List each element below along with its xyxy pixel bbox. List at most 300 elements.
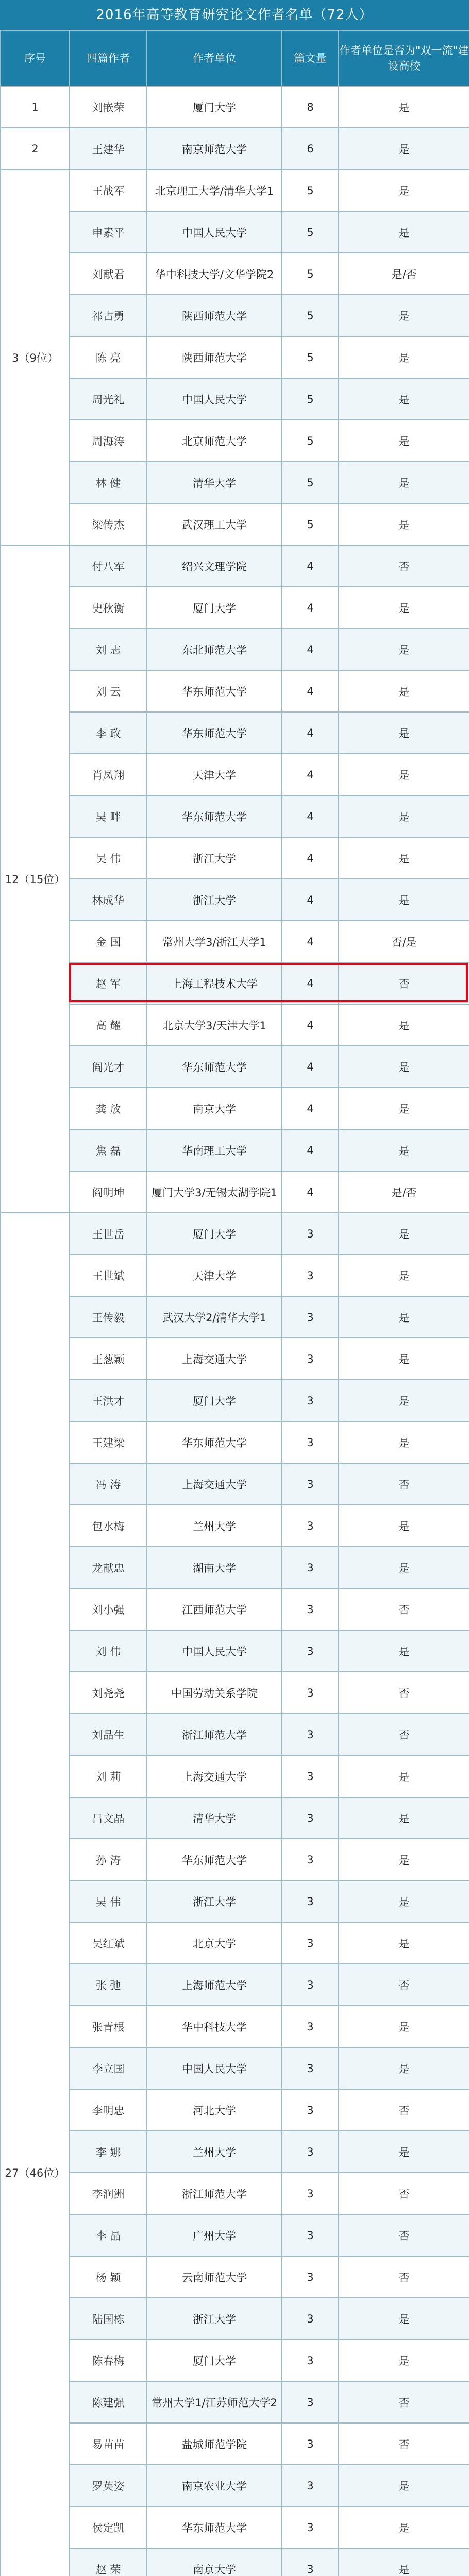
paper-count-cell: 4	[282, 545, 339, 587]
table-row	[1, 86, 469, 128]
table-row	[1, 670, 469, 712]
author-name-cell: 刘晶生	[70, 1714, 147, 1755]
header-flag: 作者单位是否为"双一流"建设高校	[339, 30, 469, 86]
double-first-class-cell: 是	[339, 295, 469, 336]
author-unit-cell: 南京大学	[147, 1088, 282, 1129]
paper-count-cell: 4	[282, 921, 339, 962]
author-unit-cell: 云南师范大学	[147, 2256, 282, 2298]
author-name-cell: 孙 涛	[70, 1839, 147, 1880]
author-unit-cell: 北京大学	[147, 1922, 282, 1964]
paper-count-cell: 3	[282, 2423, 339, 2465]
author-unit-cell: 清华大学	[147, 1797, 282, 1839]
double-first-class-cell: 是	[339, 795, 469, 837]
double-first-class-cell: 是	[339, 2047, 469, 2089]
paper-count-cell: 5	[282, 503, 339, 545]
table-row	[1, 2006, 469, 2047]
double-first-class-cell: 是	[339, 1547, 469, 1588]
group-index-cell: 1	[1, 86, 70, 128]
table-row	[1, 1964, 469, 2006]
author-unit-cell: 北京师范大学	[147, 420, 282, 462]
author-unit-cell: 中国人民大学	[147, 2047, 282, 2089]
author-name-cell: 申素平	[70, 211, 147, 253]
author-name-cell: 赵 军	[70, 962, 147, 1004]
author-name-cell: 焦 磊	[70, 1129, 147, 1171]
paper-count-cell: 3	[282, 1338, 339, 1380]
paper-count-cell: 8	[282, 86, 339, 128]
double-first-class-cell: 是	[339, 1296, 469, 1338]
author-name-cell: 付八军	[70, 545, 147, 587]
author-unit-cell: 绍兴文理学院	[147, 545, 282, 587]
table-row	[1, 2047, 469, 2089]
double-first-class-cell: 否	[339, 2214, 469, 2256]
author-name-cell: 金 国	[70, 921, 147, 962]
double-first-class-cell: 是	[339, 211, 469, 253]
table-row	[1, 1755, 469, 1797]
double-first-class-cell: 是	[339, 712, 469, 754]
author-name-cell: 赵 荣	[70, 2548, 147, 2576]
table-row	[1, 1839, 469, 1880]
table-row	[1, 1797, 469, 1839]
paper-count-cell: 3	[282, 1922, 339, 1964]
author-unit-cell: 江西师范大学	[147, 1588, 282, 1630]
double-first-class-cell: 是	[339, 670, 469, 712]
author-name-cell: 冯 涛	[70, 1463, 147, 1505]
table-row	[1, 2089, 469, 2131]
paper-count-cell: 5	[282, 170, 339, 211]
author-unit-cell: 武汉理工大学	[147, 503, 282, 545]
table-row	[1, 1255, 469, 1296]
double-first-class-cell: 否	[339, 1714, 469, 1755]
author-name-cell: 王洪才	[70, 1380, 147, 1421]
paper-count-cell: 4	[282, 962, 339, 1004]
author-unit-cell: 华东师范大学	[147, 1839, 282, 1880]
double-first-class-cell: 是	[339, 2006, 469, 2047]
table-row	[1, 2548, 469, 2576]
table-row	[1, 462, 469, 503]
double-first-class-cell: 否	[339, 1964, 469, 2006]
paper-count-cell: 6	[282, 128, 339, 170]
author-name-cell: 吴红斌	[70, 1922, 147, 1964]
author-name-cell: 李 政	[70, 712, 147, 754]
author-unit-cell: 厦门大学	[147, 2340, 282, 2381]
author-unit-cell: 广州大学	[147, 2214, 282, 2256]
double-first-class-cell: 否	[339, 2089, 469, 2131]
group-index-cell: 2	[1, 128, 70, 170]
table-row	[1, 295, 469, 336]
double-first-class-cell: 是	[339, 1213, 469, 1255]
double-first-class-cell: 是	[339, 86, 469, 128]
author-name-cell: 刘献君	[70, 253, 147, 295]
table-header-row	[1, 30, 469, 86]
header-index: 序号	[1, 30, 70, 86]
paper-count-cell: 3	[282, 1839, 339, 1880]
paper-count-cell: 3	[282, 2506, 339, 2548]
author-name-cell: 吴 畔	[70, 795, 147, 837]
author-name-cell: 李明忠	[70, 2089, 147, 2131]
double-first-class-cell: 是	[339, 378, 469, 420]
author-unit-cell: 华中科技大学/文华学院2	[147, 253, 282, 295]
author-name-cell: 刘 志	[70, 629, 147, 670]
author-name-cell: 侯定凯	[70, 2506, 147, 2548]
author-name-cell: 陆国栋	[70, 2298, 147, 2340]
author-unit-cell: 中国人民大学	[147, 211, 282, 253]
author-unit-cell: 华东师范大学	[147, 712, 282, 754]
author-name-cell: 阎光才	[70, 1046, 147, 1088]
author-name-cell: 王战军	[70, 170, 147, 211]
author-unit-cell: 天津大学	[147, 754, 282, 795]
paper-count-cell: 3	[282, 1213, 339, 1255]
paper-count-cell: 3	[282, 1547, 339, 1588]
author-unit-cell: 南京大学	[147, 2548, 282, 2576]
author-name-cell: 林成华	[70, 879, 147, 921]
author-unit-cell: 清华大学	[147, 462, 282, 503]
double-first-class-cell: 否	[339, 1463, 469, 1505]
author-name-cell: 刘 伟	[70, 1630, 147, 1672]
paper-count-cell: 4	[282, 795, 339, 837]
paper-count-cell: 3	[282, 1296, 339, 1338]
author-unit-cell: 上海工程技术大学	[147, 962, 282, 1004]
author-name-cell: 刘尧尧	[70, 1672, 147, 1714]
author-name-cell: 易苗苗	[70, 2423, 147, 2465]
author-unit-cell: 天津大学	[147, 1255, 282, 1296]
table-row	[1, 2423, 469, 2465]
author-name-cell: 史秋衡	[70, 587, 147, 629]
table-row	[1, 2465, 469, 2506]
header-count: 篇文量	[282, 30, 339, 86]
table-row	[1, 1547, 469, 1588]
author-name-cell: 陈建强	[70, 2381, 147, 2423]
paper-count-cell: 3	[282, 1672, 339, 1714]
author-name-cell: 王传毅	[70, 1296, 147, 1338]
double-first-class-cell: 是	[339, 1755, 469, 1797]
paper-count-cell: 3	[282, 1880, 339, 1922]
double-first-class-cell: 是/否	[339, 1171, 469, 1213]
author-name-cell: 吴 伟	[70, 1880, 147, 1922]
author-unit-cell: 厦门大学	[147, 1213, 282, 1255]
author-name-cell: 龚 放	[70, 1088, 147, 1129]
author-name-cell: 吕文晶	[70, 1797, 147, 1839]
author-unit-cell: 浙江大学	[147, 837, 282, 879]
author-unit-cell: 北京理工大学/清华大学1	[147, 170, 282, 211]
double-first-class-cell: 是	[339, 462, 469, 503]
table-row	[1, 795, 469, 837]
double-first-class-cell: 是	[339, 2131, 469, 2173]
paper-count-cell: 3	[282, 1588, 339, 1630]
author-name-cell: 刘嵌荣	[70, 86, 147, 128]
double-first-class-cell: 是	[339, 1380, 469, 1421]
double-first-class-cell: 是	[339, 1505, 469, 1547]
author-unit-cell: 华东师范大学	[147, 1046, 282, 1088]
author-name-cell: 王世岳	[70, 1213, 147, 1255]
author-unit-cell: 常州大学1/江苏师范大学2	[147, 2381, 282, 2423]
author-name-cell: 周光礼	[70, 378, 147, 420]
table-row	[1, 962, 469, 1004]
author-unit-cell: 华东师范大学	[147, 2506, 282, 2548]
paper-count-cell: 3	[282, 1463, 339, 1505]
table-row	[1, 1338, 469, 1380]
table-row	[1, 837, 469, 879]
table-row	[1, 1171, 469, 1213]
double-first-class-cell: 是	[339, 1004, 469, 1046]
author-name-cell: 刘小强	[70, 1588, 147, 1630]
author-unit-cell: 兰州大学	[147, 2131, 282, 2173]
table-row	[1, 1922, 469, 1964]
double-first-class-cell: 是	[339, 879, 469, 921]
double-first-class-cell: 否	[339, 545, 469, 587]
table-row	[1, 1213, 469, 1255]
author-name-cell: 王世斌	[70, 1255, 147, 1296]
double-first-class-cell: 否	[339, 1588, 469, 1630]
author-unit-cell: 中国人民大学	[147, 1630, 282, 1672]
paper-count-cell: 5	[282, 336, 339, 378]
author-unit-cell: 厦门大学	[147, 587, 282, 629]
author-name-cell: 肖凤翔	[70, 754, 147, 795]
table-row	[1, 2298, 469, 2340]
author-name-cell: 陈 亮	[70, 336, 147, 378]
paper-count-cell: 4	[282, 1088, 339, 1129]
paper-count-cell: 3	[282, 2298, 339, 2340]
table-row	[1, 211, 469, 253]
paper-count-cell: 4	[282, 629, 339, 670]
author-name-cell: 王建梁	[70, 1421, 147, 1463]
table-row	[1, 712, 469, 754]
paper-count-cell: 3	[282, 1964, 339, 2006]
table-row	[1, 128, 469, 170]
double-first-class-cell: 是	[339, 170, 469, 211]
author-name-cell: 张青根	[70, 2006, 147, 2047]
author-name-cell: 刘 莉	[70, 1755, 147, 1797]
author-name-cell: 张 弛	[70, 1964, 147, 2006]
paper-count-cell: 3	[282, 1255, 339, 1296]
table-row	[1, 1714, 469, 1755]
author-unit-cell: 兰州大学	[147, 1505, 282, 1547]
author-unit-cell: 浙江大学	[147, 2298, 282, 2340]
table-row	[1, 1296, 469, 1338]
author-table	[0, 30, 469, 2576]
paper-count-cell: 5	[282, 211, 339, 253]
author-unit-cell: 浙江师范大学	[147, 2173, 282, 2214]
table-row	[1, 2214, 469, 2256]
paper-count-cell: 3	[282, 1421, 339, 1463]
author-unit-cell: 东北师范大学	[147, 629, 282, 670]
table-row	[1, 1880, 469, 1922]
author-unit-cell: 北京大学3/天津大学1	[147, 1004, 282, 1046]
double-first-class-cell: 否	[339, 1672, 469, 1714]
table-row	[1, 1046, 469, 1088]
author-name-cell: 林 健	[70, 462, 147, 503]
paper-count-cell: 4	[282, 754, 339, 795]
paper-count-cell: 5	[282, 420, 339, 462]
double-first-class-cell: 否	[339, 2256, 469, 2298]
paper-count-cell: 4	[282, 1046, 339, 1088]
double-first-class-cell: 是	[339, 503, 469, 545]
paper-count-cell: 3	[282, 2006, 339, 2047]
double-first-class-cell: 是	[339, 2340, 469, 2381]
table-row	[1, 2173, 469, 2214]
double-first-class-cell: 是	[339, 1922, 469, 1964]
table-row	[1, 420, 469, 462]
table-row	[1, 1672, 469, 1714]
table-row	[1, 1505, 469, 1547]
double-first-class-cell: 是	[339, 629, 469, 670]
author-name-cell: 李 娜	[70, 2131, 147, 2173]
paper-count-cell: 4	[282, 879, 339, 921]
author-unit-cell: 厦门大学	[147, 86, 282, 128]
author-name-cell: 吴 伟	[70, 837, 147, 879]
header-author: 四篇作者	[70, 30, 147, 86]
author-unit-cell: 河北大学	[147, 2089, 282, 2131]
table-row	[1, 1004, 469, 1046]
author-name-cell: 龙献忠	[70, 1547, 147, 1588]
table-body	[1, 86, 469, 2576]
author-unit-cell: 南京师范大学	[147, 128, 282, 170]
double-first-class-cell: 是	[339, 1338, 469, 1380]
table-row	[1, 1380, 469, 1421]
author-name-cell: 陈春梅	[70, 2340, 147, 2381]
table-row	[1, 253, 469, 295]
table-row	[1, 1630, 469, 1672]
paper-count-cell: 3	[282, 1755, 339, 1797]
table-row	[1, 2131, 469, 2173]
author-unit-cell: 上海师范大学	[147, 1964, 282, 2006]
table-row	[1, 1588, 469, 1630]
group-index-cell: 12（15位）	[1, 545, 70, 1213]
double-first-class-cell: 否	[339, 2423, 469, 2465]
author-unit-cell: 上海交通大学	[147, 1463, 282, 1505]
group-index-cell: 3（9位）	[1, 170, 70, 545]
author-name-cell: 刘 云	[70, 670, 147, 712]
paper-count-cell: 4	[282, 1129, 339, 1171]
table-row	[1, 1129, 469, 1171]
paper-count-cell: 3	[282, 1714, 339, 1755]
table-row	[1, 1088, 469, 1129]
paper-count-cell: 4	[282, 1171, 339, 1213]
author-unit-cell: 厦门大学	[147, 1380, 282, 1421]
paper-count-cell: 5	[282, 295, 339, 336]
table-row	[1, 2506, 469, 2548]
paper-count-cell: 3	[282, 2256, 339, 2298]
paper-count-cell: 3	[282, 2047, 339, 2089]
paper-count-cell: 3	[282, 2089, 339, 2131]
author-unit-cell: 上海交通大学	[147, 1755, 282, 1797]
double-first-class-cell: 是	[339, 587, 469, 629]
author-name-cell: 李润洲	[70, 2173, 147, 2214]
paper-count-cell: 4	[282, 587, 339, 629]
table-row	[1, 2340, 469, 2381]
paper-count-cell: 4	[282, 670, 339, 712]
author-unit-cell: 陕西师范大学	[147, 295, 282, 336]
double-first-class-cell: 是	[339, 1839, 469, 1880]
author-unit-cell: 常州大学3/浙江大学1	[147, 921, 282, 962]
paper-count-cell: 3	[282, 1505, 339, 1547]
author-unit-cell: 中国人民大学	[147, 378, 282, 420]
author-unit-cell: 陕西师范大学	[147, 336, 282, 378]
double-first-class-cell: 是	[339, 1088, 469, 1129]
double-first-class-cell: 是	[339, 837, 469, 879]
paper-count-cell: 3	[282, 2381, 339, 2423]
double-first-class-cell: 否	[339, 2173, 469, 2214]
group-index-cell: 27（46位）	[1, 1213, 70, 2576]
table-row	[1, 170, 469, 211]
double-first-class-cell: 是	[339, 754, 469, 795]
author-name-cell: 阎明坤	[70, 1171, 147, 1213]
paper-count-cell: 5	[282, 462, 339, 503]
double-first-class-cell: 是	[339, 1880, 469, 1922]
author-name-cell: 高 耀	[70, 1004, 147, 1046]
paper-count-cell: 5	[282, 253, 339, 295]
paper-count-cell: 4	[282, 712, 339, 754]
table-row	[1, 378, 469, 420]
author-name-cell: 罗英姿	[70, 2465, 147, 2506]
author-name-cell: 王葱颖	[70, 1338, 147, 1380]
author-unit-cell: 华南理工大学	[147, 1129, 282, 1171]
table-row	[1, 629, 469, 670]
table-row	[1, 879, 469, 921]
double-first-class-cell: 是	[339, 2298, 469, 2340]
double-first-class-cell: 否	[339, 2381, 469, 2423]
author-unit-cell: 华东师范大学	[147, 670, 282, 712]
paper-count-cell: 3	[282, 2173, 339, 2214]
author-unit-cell: 华中科技大学	[147, 2006, 282, 2047]
author-unit-cell: 华东师范大学	[147, 1421, 282, 1463]
table-row	[1, 503, 469, 545]
double-first-class-cell: 是	[339, 1046, 469, 1088]
author-unit-cell: 浙江大学	[147, 879, 282, 921]
double-first-class-cell: 是	[339, 1129, 469, 1171]
paper-count-cell: 3	[282, 1797, 339, 1839]
header-unit: 作者单位	[147, 30, 282, 86]
double-first-class-cell: 是	[339, 336, 469, 378]
double-first-class-cell: 是	[339, 420, 469, 462]
double-first-class-cell: 是/否	[339, 253, 469, 295]
author-unit-cell: 上海交通大学	[147, 1338, 282, 1380]
author-unit-cell: 湖南大学	[147, 1547, 282, 1588]
author-name-cell: 李立国	[70, 2047, 147, 2089]
double-first-class-cell: 是	[339, 1255, 469, 1296]
table-row	[1, 2381, 469, 2423]
paper-count-cell: 3	[282, 2340, 339, 2381]
paper-count-cell: 4	[282, 837, 339, 879]
table-row	[1, 1463, 469, 1505]
author-name-cell: 包水梅	[70, 1505, 147, 1547]
author-name-cell: 杨 颖	[70, 2256, 147, 2298]
author-unit-cell: 浙江师范大学	[147, 1714, 282, 1755]
author-unit-cell: 厦门大学3/无锡太湖学院1	[147, 1171, 282, 1213]
paper-count-cell: 3	[282, 2131, 339, 2173]
author-unit-cell: 盐城师范学院	[147, 2423, 282, 2465]
author-unit-cell: 华东师范大学	[147, 795, 282, 837]
table-row	[1, 1421, 469, 1463]
page-title: 2016年高等教育研究论文作者名单（72人）	[96, 7, 373, 23]
paper-count-cell: 3	[282, 1380, 339, 1421]
double-first-class-cell: 否	[339, 962, 469, 1004]
double-first-class-cell: 否/是	[339, 921, 469, 962]
double-first-class-cell: 是	[339, 2548, 469, 2576]
paper-count-cell: 3	[282, 2465, 339, 2506]
table-row	[1, 921, 469, 962]
author-unit-cell: 中国劳动关系学院	[147, 1672, 282, 1714]
table-row	[1, 2256, 469, 2298]
author-name-cell: 李 晶	[70, 2214, 147, 2256]
double-first-class-cell: 是	[339, 1630, 469, 1672]
author-name-cell: 王建华	[70, 128, 147, 170]
table-row	[1, 754, 469, 795]
author-name-cell: 祁占勇	[70, 295, 147, 336]
double-first-class-cell: 是	[339, 2465, 469, 2506]
double-first-class-cell: 是	[339, 1797, 469, 1839]
paper-count-cell: 3	[282, 2214, 339, 2256]
paper-count-cell: 5	[282, 378, 339, 420]
